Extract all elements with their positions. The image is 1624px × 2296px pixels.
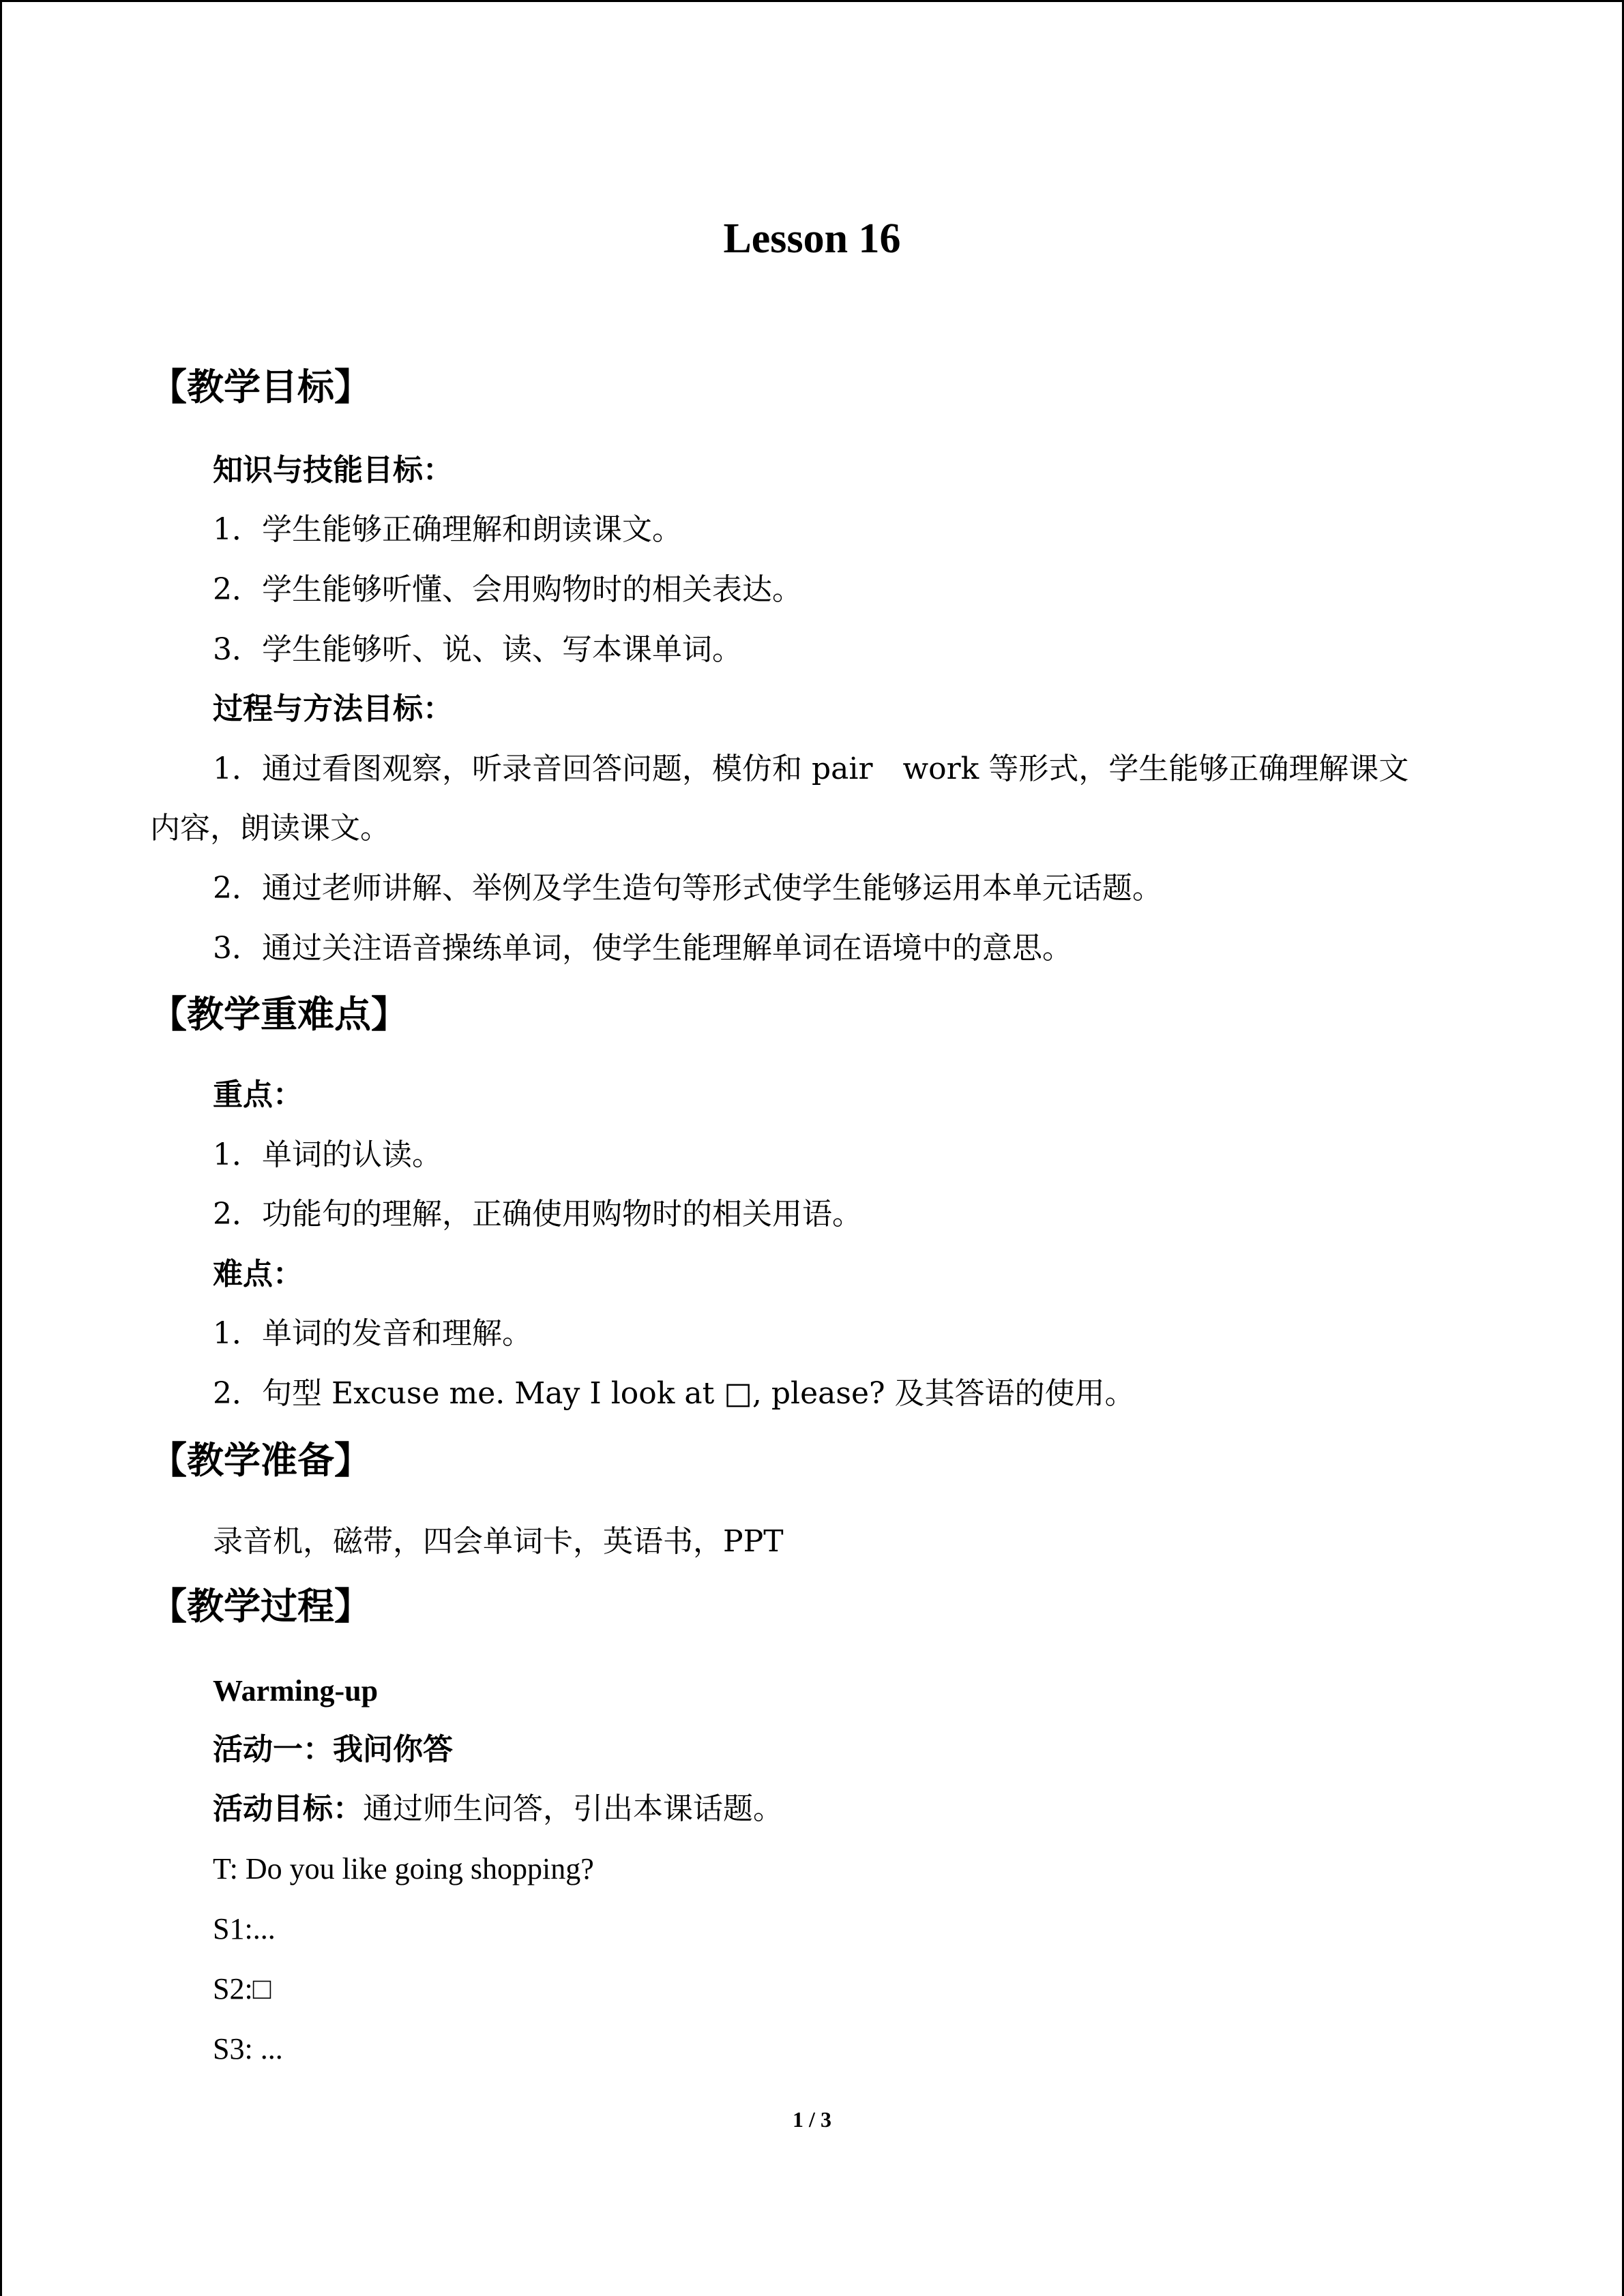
warmup-label: Warming-up [213, 1674, 379, 1708]
knowledge-item: 1．学生能够正确理解和朗读课文。 [213, 512, 682, 547]
preparation-content: 录音机，磁带，四会单词卡，英语书，PPT [213, 1524, 784, 1559]
dialogue-line: S1:... [213, 1912, 276, 1945]
process-label: 过程与方法目标： [213, 691, 453, 726]
dialogue-line: S2:□ [213, 1972, 271, 2006]
process-item: 3．通过关注语音操练单词，使学生能理解单词在语境中的意思。 [213, 931, 1072, 966]
knowledge-item: 3．学生能够听、说、读、写本课单词。 [213, 632, 742, 667]
activity-goal-text: 通过师生问答，引出本课话题。 [363, 1791, 783, 1826]
page-number: 1 / 3 [793, 2107, 831, 2132]
knowledge-item: 2．学生能够听懂、会用购物时的相关表达。 [213, 572, 802, 607]
section-heading-key-points: 【教学重难点】 [150, 992, 408, 1036]
key-item: 2．功能句的理解，正确使用购物时的相关用语。 [213, 1197, 862, 1232]
section-heading-preparation: 【教学准备】 [150, 1438, 371, 1482]
key-item: 1．单词的认读。 [213, 1137, 442, 1172]
page-title: Lesson 16 [723, 215, 901, 262]
dialogue-line: T: Do you like going shopping? [213, 1852, 594, 1885]
activity-goal-label: 活动目标： [213, 1791, 363, 1826]
section-heading-objectives: 【教学目标】 [150, 365, 371, 408]
section-heading-process: 【教学过程】 [150, 1584, 371, 1628]
difficult-item: 1．单词的发音和理解。 [213, 1316, 532, 1351]
key-label: 重点： [213, 1077, 303, 1112]
difficult-label: 难点： [213, 1257, 303, 1292]
process-item: 1．通过看图观察，听录音回答问题，模仿和 pair work 等形式，学生能够正确理解课文 [213, 751, 1409, 786]
activity-goal [213, 1789, 783, 1830]
process-item: 2．通过老师讲解、举例及学生造句等形式使学生能够运用本单元话题。 [213, 871, 1162, 906]
difficult-item: 2．句型 Excuse me. May I look at □, please? 及其答语的使用。 [213, 1376, 1135, 1411]
knowledge-label: 知识与技能目标： [213, 453, 453, 488]
process-item-continuation: 内容，朗读课文。 [150, 811, 390, 846]
activity-title: 活动一：我问你答 [213, 1732, 453, 1767]
dialogue-line: S3: ... [213, 2032, 283, 2066]
